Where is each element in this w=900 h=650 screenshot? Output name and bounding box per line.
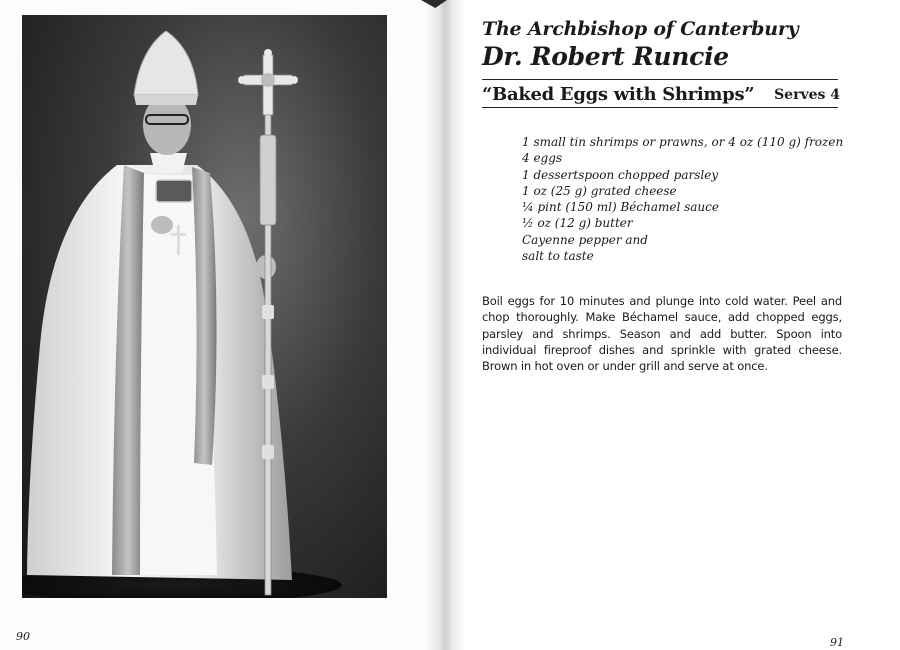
book-gutter bbox=[426, 0, 464, 650]
ingredient-item: salt to taste bbox=[522, 249, 594, 264]
ingredient-list bbox=[522, 134, 843, 264]
page-number-right: 91 bbox=[830, 636, 844, 649]
ingredient-item: ¼ pint (150 ml) Béchamel sauce bbox=[522, 200, 719, 215]
method-text: Boil eggs for 10 minutes and plunge into cold water. Peel and chop thoroughly. Make Béchamel sauce, add chopped eggs, parsley and shrimps. Season and add butter. Spoon into individual fireproof dishes and sprinkle with grated cheese. Brown in hot oven or under grill and serve at once. bbox=[482, 294, 842, 374]
ingredient-item: Cayenne pepper and bbox=[522, 232, 648, 247]
serves-count: Serves 4 bbox=[774, 87, 840, 103]
ingredient-item: 1 small tin shrimps or prawns, or 4 oz (110 g) frozen bbox=[522, 135, 844, 149]
ingredient-item: 1 oz (25 g) grated cheese bbox=[522, 183, 677, 198]
ingredient-item: 4 eggs bbox=[522, 151, 563, 166]
contributor-role: The Archbishop of Canterbury bbox=[482, 18, 799, 40]
archbishop-photo bbox=[22, 15, 387, 598]
archbishop-figure-illustration bbox=[22, 15, 387, 598]
title-rule-bottom bbox=[482, 107, 838, 108]
page-number-left: 90 bbox=[16, 630, 30, 643]
ingredient-item: ½ oz (12 g) butter bbox=[522, 216, 633, 231]
title-rule-top bbox=[482, 79, 838, 80]
left-page bbox=[0, 0, 432, 650]
contributor-name: Dr. Robert Runcie bbox=[482, 42, 729, 71]
right-page bbox=[464, 0, 900, 650]
recipe-title: “Baked Eggs with Shrimps” bbox=[482, 84, 755, 105]
ingredient-item: 1 dessertspoon chopped parsley bbox=[522, 167, 719, 182]
